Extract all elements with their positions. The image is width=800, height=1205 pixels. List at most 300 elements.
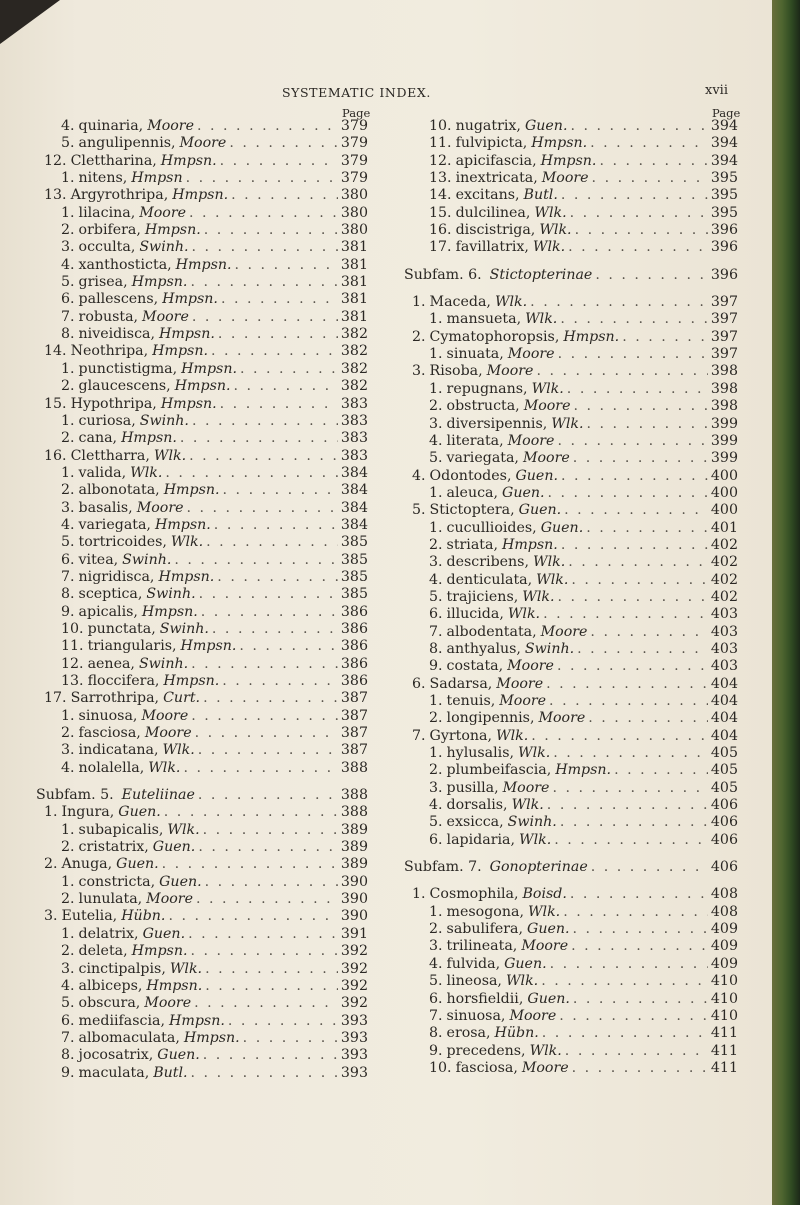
entry-author: Wlk.: [532, 239, 566, 256]
leader-dots: [205, 874, 338, 890]
entry-page: 395: [710, 204, 738, 221]
entry-number: 2.: [429, 921, 443, 938]
entry-name: Stictoptera,: [429, 502, 515, 519]
leader-dots: [187, 500, 338, 516]
entry-number: 1.: [61, 412, 75, 429]
leader-dots: [541, 973, 708, 989]
species-entry: [400, 135, 738, 152]
species-entry: [400, 710, 738, 727]
entry-number: 3.: [61, 960, 75, 977]
entry-name: lunulata,: [78, 891, 143, 908]
leader-dots: [199, 586, 338, 602]
entry-name: Anuga,: [61, 856, 113, 873]
entry-number: 4.: [429, 432, 443, 449]
species-entry: [32, 621, 368, 638]
entry-number: 6.: [61, 551, 75, 568]
entry-author: Moore: [139, 204, 187, 221]
entry-number: 14.: [429, 187, 452, 204]
leader-dots: [198, 742, 338, 758]
entry-page: 392: [340, 995, 368, 1012]
entry-page: 405: [710, 762, 738, 779]
entry-author: Hmpsn.: [154, 516, 211, 533]
leader-dots: [192, 413, 338, 429]
entry-name: pusilla,: [446, 779, 499, 796]
species-entry: [32, 1030, 368, 1047]
entry-number: 1.: [429, 903, 443, 920]
entry-page: 406: [710, 814, 738, 831]
leader-dots: [595, 267, 708, 283]
entry-name: maculata,: [78, 1064, 150, 1081]
entry-author: Guen.: [502, 484, 545, 501]
entry-number: 9.: [61, 603, 75, 620]
entry-author: Guen.: [524, 118, 568, 134]
species-entry: [32, 517, 368, 534]
entry-number: 1.: [61, 204, 75, 221]
leader-dots: [190, 943, 337, 959]
entry-author: Curt.: [163, 690, 201, 707]
species-entry: [400, 938, 738, 955]
entry-name: punctata,: [87, 620, 156, 637]
entry-author: Wlk.: [130, 464, 163, 481]
entry-author: Hmpsn.: [141, 603, 198, 620]
entry-page: 380: [340, 187, 368, 204]
entry-number: 13.: [44, 187, 67, 204]
entry-author: Wlk.: [531, 380, 564, 397]
entry-author: Moore: [521, 938, 569, 955]
entry-author: Wlk.: [511, 797, 544, 814]
entry-author: Butl.: [153, 1064, 188, 1081]
entry-page: 394: [710, 135, 738, 152]
leader-dots: [564, 502, 708, 518]
entry-author: Guen.: [540, 519, 584, 536]
entry-author: Wlk.: [536, 571, 569, 588]
leader-dots: [614, 762, 708, 778]
species-entry: [32, 274, 368, 291]
entry-author: Moore: [147, 118, 194, 134]
leader-dots: [204, 222, 338, 238]
entry-author: Hmpsn.: [501, 536, 558, 553]
entry-author: Hmpsn.: [169, 1012, 225, 1029]
entry-number: 4.: [61, 118, 75, 134]
entry-author: Wlk.: [534, 204, 567, 221]
leader-dots: [573, 991, 708, 1007]
leader-dots: [191, 1065, 338, 1081]
entry-author: Wlk.: [519, 831, 552, 848]
entry-author: Wlk.: [551, 415, 584, 432]
leader-dots: [192, 309, 338, 325]
entry-name: sceptica,: [78, 586, 143, 603]
leader-dots: [570, 886, 708, 902]
leader-dots: [217, 569, 338, 585]
entry-name: obscura,: [78, 995, 141, 1012]
entry-number: 9.: [61, 1064, 75, 1081]
leader-dots: [573, 450, 708, 466]
entry-number: 2.: [61, 839, 75, 856]
entry-name: trajiciens,: [446, 588, 519, 605]
book-spine-edge: [772, 0, 800, 1205]
leader-dots: [573, 921, 708, 937]
entry-number: Subfam. 6.: [404, 266, 482, 283]
entry-page: 400: [710, 502, 738, 519]
entry-page: 403: [710, 640, 738, 657]
entry-page: 392: [340, 943, 368, 960]
leader-dots: [552, 780, 707, 796]
species-entry: [400, 658, 738, 675]
entry-author: Swinh.: [139, 239, 189, 256]
entry-page: 387: [340, 690, 368, 707]
species-entry: [400, 153, 738, 170]
entry-page: 382: [340, 326, 368, 343]
genus-entry: [32, 908, 368, 925]
entry-page: 385: [340, 551, 368, 568]
leader-dots: [240, 361, 338, 377]
entry-page: 385: [340, 534, 368, 551]
leader-dots: [550, 956, 708, 972]
entry-number: 3.: [429, 779, 443, 796]
species-entry: [400, 641, 738, 658]
genus-entry: [400, 502, 738, 519]
entry-author: Wlk.: [527, 903, 561, 920]
entry-author: Guen.: [515, 467, 558, 484]
entry-number: 2.: [44, 856, 58, 873]
entry-author: Moore: [144, 995, 192, 1012]
species-entry: [400, 118, 738, 135]
entry-page: 393: [340, 1064, 368, 1081]
leader-dots: [573, 398, 707, 414]
leader-dots: [198, 787, 338, 803]
leader-dots: [235, 257, 338, 273]
entry-number: 1.: [412, 886, 426, 903]
entry-number: 7.: [61, 308, 75, 325]
entry-name: Risoba,: [429, 363, 483, 380]
entry-name: vitea,: [78, 551, 119, 568]
entry-author: Hmpsn.: [555, 762, 612, 779]
entry-number: 5.: [61, 135, 75, 152]
entry-author: Hmpsn.: [131, 943, 188, 960]
entry-author: Guen.: [159, 873, 202, 890]
leader-dots: [587, 416, 708, 432]
entry-name: sinuosa,: [446, 1007, 506, 1024]
species-entry: [400, 554, 738, 571]
entry-number: 17.: [44, 690, 67, 707]
entry-author: Moore: [509, 1007, 557, 1024]
entry-number: 1.: [61, 873, 75, 890]
leader-dots: [221, 291, 338, 307]
entry-page: 402: [710, 571, 738, 588]
entry-number: 1.: [61, 821, 75, 838]
leader-dots: [220, 153, 338, 169]
entry-number: 1.: [429, 311, 443, 328]
leader-dots: [197, 118, 338, 134]
entry-page: 381: [340, 239, 368, 256]
entry-number: 1.: [429, 693, 443, 709]
entry-name: punctistigma,: [78, 360, 178, 377]
entry-number: 4.: [61, 516, 75, 533]
leader-dots: [557, 433, 707, 449]
entry-name: horsfieldii,: [446, 990, 524, 1007]
entry-name: tenuis,: [446, 693, 496, 709]
leader-dots: [194, 995, 338, 1011]
species-entry: [400, 991, 738, 1008]
leader-dots: [561, 187, 708, 203]
leader-dots: [243, 1030, 338, 1046]
entry-author: Moore: [141, 707, 189, 724]
entry-page: 405: [710, 745, 738, 762]
genus-entry: [400, 676, 738, 693]
entry-number: 1.: [61, 170, 75, 187]
entry-page: 400: [710, 467, 738, 484]
entry-page: 402: [710, 588, 738, 605]
entry-number: 10.: [61, 620, 84, 637]
entry-page: 397: [710, 328, 738, 345]
entry-page: 404: [710, 727, 738, 744]
entry-number: Subfam. 7.: [404, 859, 482, 876]
leader-dots: [590, 135, 708, 151]
entry-name: basalis,: [78, 499, 133, 516]
leader-dots: [536, 363, 707, 379]
species-entry: [400, 973, 738, 990]
entry-author: Moore: [523, 398, 571, 415]
entry-page: 381: [340, 308, 368, 325]
leader-dots: [591, 859, 708, 875]
leader-dots: [599, 153, 707, 169]
species-entry: [400, 433, 738, 450]
species-entry: [400, 311, 738, 328]
entry-author: Hmpsn.: [146, 977, 203, 994]
index-column-right: [400, 118, 738, 1077]
species-entry: [400, 956, 738, 973]
entry-name: aleuca,: [446, 484, 498, 501]
leader-dots: [548, 485, 708, 501]
entry-author: Hmpsn.: [180, 638, 237, 655]
entry-author: Moore: [521, 1059, 569, 1076]
entry-number: 4.: [429, 955, 443, 972]
entry-author: Wlk.: [167, 821, 200, 838]
entry-number: 5.: [429, 973, 443, 990]
entry-page: 411: [710, 1042, 738, 1059]
entry-number: 2.: [429, 710, 443, 727]
leader-dots: [231, 187, 338, 203]
entry-author: Wlk.: [505, 973, 539, 990]
entry-page: 394: [710, 118, 738, 134]
entry-page: 393: [340, 1012, 368, 1029]
leader-dots: [592, 170, 708, 186]
entry-number: 9.: [429, 1042, 443, 1059]
genus-entry: [32, 396, 368, 413]
entry-number: 1.: [429, 484, 443, 501]
species-entry: [400, 416, 738, 433]
entry-author: Hübn.: [494, 1025, 539, 1042]
species-entry: [32, 239, 368, 256]
entry-author: Wlk.: [148, 759, 181, 776]
leader-dots: [570, 118, 707, 134]
entry-page: 396: [710, 222, 738, 239]
species-entry: [400, 205, 738, 222]
entry-name: xanthosticta,: [78, 256, 172, 273]
entry-name: fulvida,: [446, 955, 501, 972]
entry-number: 1.: [61, 464, 75, 481]
leader-dots: [205, 978, 338, 994]
entry-author: Hmpsn.: [160, 395, 217, 412]
species-entry: [400, 239, 738, 256]
entry-author: Guen.: [527, 990, 570, 1007]
entry-page: 384: [340, 464, 368, 481]
entry-number: 11.: [429, 135, 452, 152]
leader-dots: [531, 728, 708, 744]
entry-name: occulta,: [78, 239, 136, 256]
entry-page: 402: [710, 536, 738, 553]
entry-page: 401: [710, 519, 738, 536]
entry-author: Swinh.: [138, 655, 189, 672]
entry-number: 4.: [61, 977, 75, 994]
entry-number: 11.: [61, 638, 84, 655]
leader-dots: [214, 517, 338, 533]
entry-page: 396: [710, 239, 738, 256]
entry-author: Moore: [486, 363, 534, 380]
entry-page: 388: [340, 787, 368, 804]
entry-name: cana,: [78, 430, 118, 447]
entry-page: 382: [340, 360, 368, 377]
species-entry: [400, 187, 738, 204]
entry-number: 2.: [61, 943, 75, 960]
species-entry: [32, 742, 368, 759]
entry-number: 1.: [429, 745, 443, 762]
entry-name: fulvipicta,: [455, 135, 528, 152]
leader-dots: [622, 329, 708, 345]
species-entry: [32, 361, 368, 378]
species-entry: [32, 839, 368, 856]
entry-author: Moore: [142, 308, 189, 325]
entry-page: 404: [710, 675, 738, 692]
entry-page: 411: [710, 1025, 738, 1042]
entry-page: 393: [340, 1047, 368, 1064]
entry-number: 6.: [61, 291, 75, 308]
entry-page: 379: [340, 152, 368, 169]
entry-author: Wlk.: [153, 447, 187, 464]
entry-name: nugatrix,: [455, 118, 521, 134]
genus-entry: [400, 363, 738, 380]
entry-name: longipennis,: [446, 710, 535, 727]
entry-name: tortricoides,: [78, 534, 167, 551]
leader-dots: [567, 381, 708, 397]
genus-entry: [400, 294, 738, 311]
entry-name: mesogona,: [446, 903, 524, 920]
species-entry: [400, 624, 738, 641]
species-entry: [400, 797, 738, 814]
entry-name: triangularis,: [87, 638, 177, 655]
leader-dots: [190, 274, 337, 290]
entry-name: Gyrtona,: [429, 727, 493, 744]
species-entry: [400, 814, 738, 831]
entry-page: 390: [340, 873, 368, 890]
entry-name: describens,: [446, 554, 529, 571]
entry-name: Maceda,: [429, 294, 491, 311]
entry-name: nolalella,: [78, 759, 145, 776]
leader-dots: [588, 710, 708, 726]
entry-number: 14.: [44, 343, 67, 360]
species-entry: [32, 822, 368, 839]
entry-page: 379: [340, 170, 368, 187]
entry-number: 2.: [412, 328, 426, 345]
species-entry: [32, 1065, 368, 1082]
entry-number: 2.: [61, 430, 75, 447]
genus-entry: [32, 690, 368, 707]
leader-dots: [239, 638, 338, 654]
entry-page: 410: [710, 990, 738, 1007]
entry-name: Cymatophoropsis,: [429, 328, 560, 345]
species-entry: [32, 1013, 368, 1030]
entry-number: 5.: [429, 814, 443, 831]
leader-dots: [547, 797, 708, 813]
species-entry: [32, 708, 368, 725]
species-entry: [32, 135, 368, 152]
entry-number: 1.: [61, 925, 75, 942]
entry-number: 8.: [61, 1047, 75, 1064]
entry-number: 3.: [44, 908, 58, 925]
species-entry: [32, 961, 368, 978]
genus-entry: [400, 728, 738, 745]
entry-page: 398: [710, 398, 738, 415]
entry-name: valida,: [78, 464, 127, 481]
species-entry: [32, 552, 368, 569]
entry-page: 387: [340, 707, 368, 724]
entry-author: Moore: [179, 135, 227, 152]
entry-name: excitans,: [455, 187, 520, 204]
entry-page: 404: [710, 710, 738, 727]
entry-name: angulipennis,: [78, 135, 176, 152]
entry-number: 7.: [429, 1007, 443, 1024]
entry-page: 389: [340, 821, 368, 838]
species-entry: [32, 978, 368, 995]
entry-name: Odontodes,: [429, 467, 512, 484]
entry-author: Swinh.: [146, 586, 196, 603]
leader-dots: [559, 1008, 708, 1024]
entry-author: Hmpsn.: [144, 222, 201, 239]
entry-name: floccifera,: [87, 673, 160, 689]
entry-name: albiceps,: [78, 977, 143, 994]
entry-page: 397: [710, 311, 738, 328]
genus-entry: [400, 329, 738, 346]
entry-name: lilacina,: [78, 204, 136, 221]
entry-name: niveidisca,: [78, 326, 155, 343]
entry-page: 385: [340, 568, 368, 585]
entry-number: 1.: [61, 707, 75, 724]
leader-dots: [191, 708, 338, 724]
entry-page: 409: [710, 921, 738, 938]
entry-name: variegata,: [78, 516, 151, 533]
entry-number: 1.: [61, 360, 75, 377]
entry-number: 8.: [61, 586, 75, 603]
leader-dots: [189, 205, 338, 221]
entry-number: 6.: [429, 606, 443, 623]
entry-name: jocosatrix,: [78, 1047, 154, 1064]
entry-author: Hmpsn.: [172, 187, 229, 204]
spacer: [400, 876, 738, 886]
entry-author: Wlk.: [170, 534, 204, 551]
species-entry: [400, 1025, 738, 1042]
entry-number: 5.: [429, 588, 443, 605]
species-entry: [32, 482, 368, 499]
leader-dots: [586, 520, 708, 536]
species-entry: [400, 398, 738, 415]
entry-name: nitens,: [78, 170, 128, 187]
entry-name: fasciosa,: [455, 1059, 518, 1076]
entry-author: Hmpsn.: [563, 328, 620, 345]
entry-page: 410: [710, 973, 738, 990]
entry-author: Hmpsn.: [163, 673, 220, 689]
species-entry: [400, 1008, 738, 1025]
entry-number: 5.: [429, 450, 443, 467]
